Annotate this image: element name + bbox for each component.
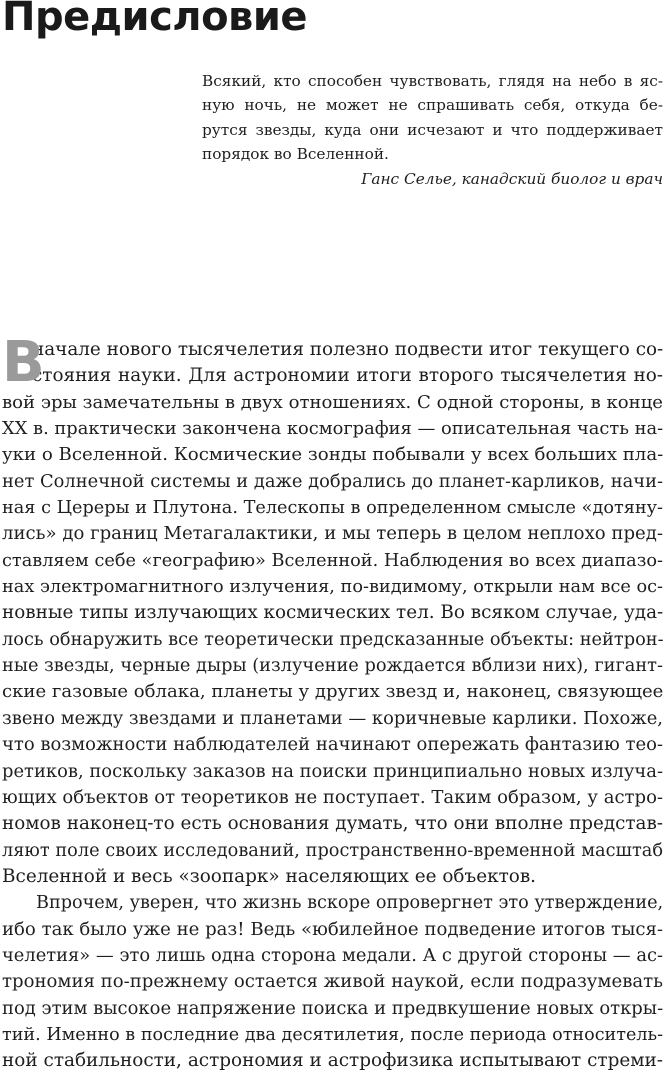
paragraph-line: вой эры замечательны в двух отношениях. С одной стороны, в конце [2, 391, 663, 413]
paragraph-line: под этим высокое напряжение поиска и предвкушение новых откры- [2, 997, 664, 1019]
epigraph [202, 69, 663, 191]
drop-cap: В [2, 330, 45, 395]
paragraph-line: начале нового тысячелетия полезно подвести итог текущего со- [32, 339, 664, 360]
epigraph-text [202, 69, 663, 167]
paragraph-line: ной стабильности, астрономия и астрофизика испытывают стреми- [2, 1050, 663, 1072]
paragraph-line: что возможности наблюдателей начинают опережать фантазию тео- [2, 734, 663, 756]
paragraph-2 [2, 890, 663, 1074]
paragraph-line: уки о Вселенной. Космические зонды побывали у всех больших пла- [2, 444, 664, 466]
chapter-title: Предисловие [2, 0, 308, 40]
paragraph-line: ские газовые облака, планеты у других звезд и, наконец, связующее [2, 681, 664, 703]
paragraph-line: лись» до границ Метагалактики, и мы теперь в целом неплохо пред- [2, 523, 663, 545]
paragraph-line: ляют поле своих исследований, пространственно-временной масштаб [2, 840, 663, 861]
paragraph-line: стояния науки. Для астрономии итоги второго тысячелетия но- [32, 365, 663, 387]
paragraph-line: тий. Именно в последние два десятилетия, после периода относитель- [2, 1024, 663, 1045]
paragraph-line: ибо так было уже не раз! Ведь «юбилейное подведение итогов тыся- [2, 918, 663, 940]
paragraph-line: XX в. практически закончена космография — описательная часть на- [2, 418, 664, 440]
paragraph-line: челетия» — это лишь одна сторона медали. А с другой стороны — ас- [2, 944, 663, 966]
body-text [2, 330, 664, 1075]
epigraph-line: Всякий, кто способен чувствовать, глядя на небо в яс- [202, 72, 663, 90]
epigraph-line: ную ночь, не может не спрашивать себя, откуда бе- [202, 96, 663, 115]
paragraph-line: трономия по-прежнему остается живой наукой, если подразумевать [2, 971, 663, 993]
paragraph-line: нах электромагнитного излучения, по-видимому, открыли нам все ос- [2, 577, 663, 598]
epigraph-line: рутся звезды, куда они исчезают и что поддерживает [202, 120, 663, 139]
paragraph-line: ретиков, поскольку заказов на поиски принципиально новых излуча- [2, 760, 663, 782]
paragraph-line: нет Солнечной системы и даже добрались до планет-карликов, начи- [2, 470, 663, 492]
epigraph-line: порядок во Вселенной. [202, 145, 389, 164]
paragraph-line: лось обнаружить все теоретически предсказанные объекты: нейтрон- [2, 629, 664, 650]
paragraph-line: звено между звездами и планетами — коричневые карлики. Похоже, [2, 707, 663, 729]
epigraph-source: Ганс Селье, канадский биолог и врач [361, 169, 663, 188]
paragraph-line: Вселенной и весь «зоопарк» населяющих ее объектов. [2, 865, 537, 887]
paragraph-line: ставляем себе «географию» Вселенной. Наблюдения во всех диапазо- [2, 550, 663, 571]
paragraph-1 [2, 330, 664, 890]
paragraph-line: новные типы излучающих космических тел. Во всяком случае, уда- [2, 602, 664, 624]
paragraph-line: ющих объектов от теоретиков не поступает. Таким образом, у астро- [2, 786, 664, 808]
paragraph-line: Впрочем, уверен, что жизнь вскоре опровергнет это утверждение, [36, 893, 664, 914]
paragraph-line: ная с Цереры и Плутона. Телескопы в определенном смысле «дотяну- [2, 498, 663, 519]
paragraph-line: номов наконец-то есть основания думать, что они вполне представ- [2, 813, 663, 835]
paragraph-line: ные звезды, черные дыры (излучение рождается вблизи них), гигант- [2, 656, 663, 677]
